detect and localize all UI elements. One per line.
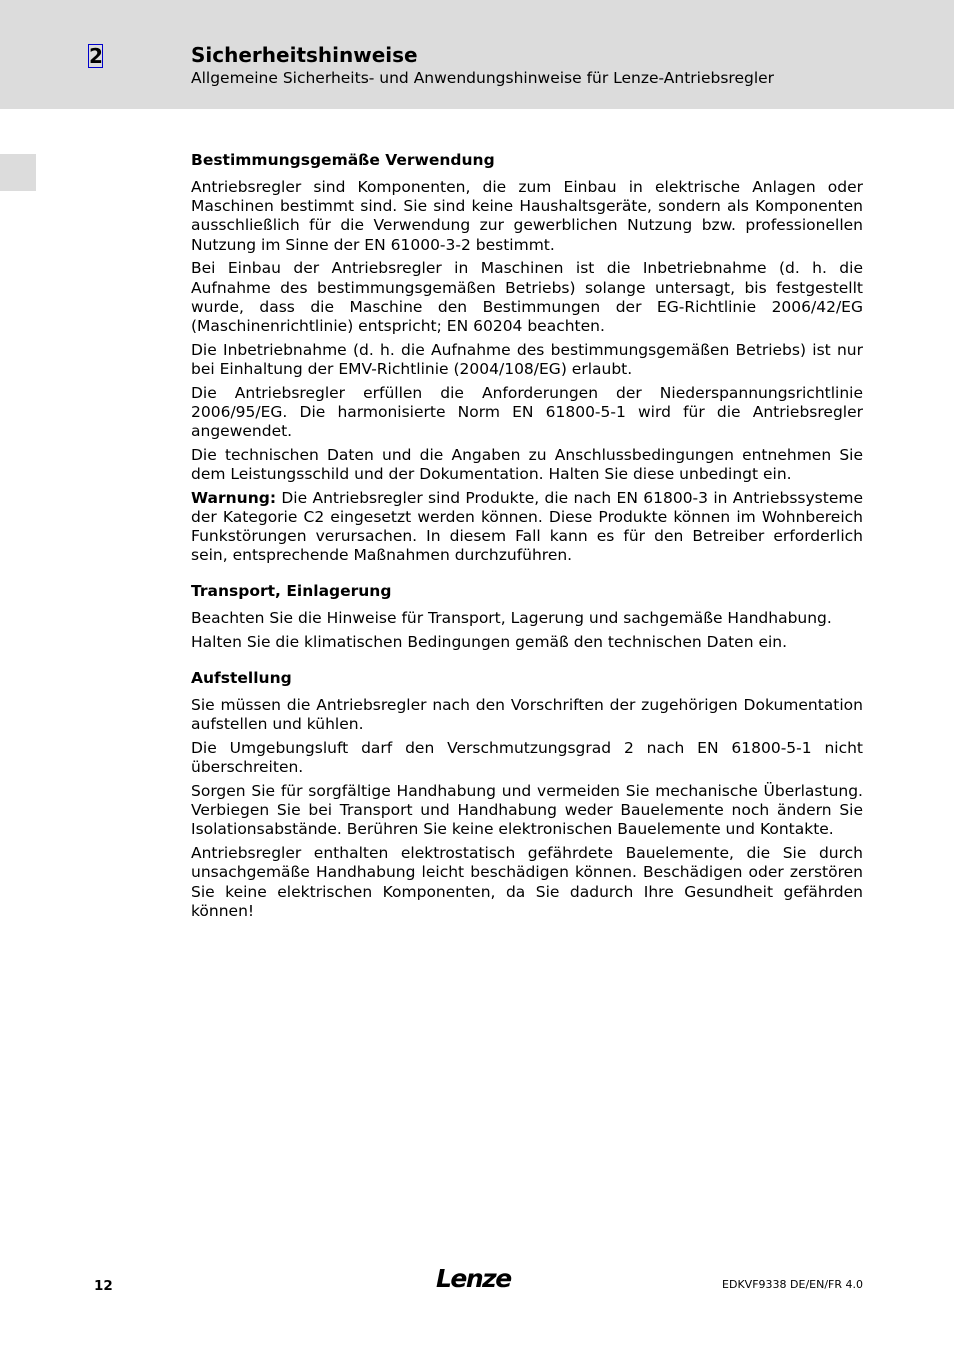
page-subtitle: Allgemeine Sicherheits- und Anwendungshinweise für Lenze-Antriebsregler (191, 69, 775, 87)
section-heading-aufstellung: Aufstellung (191, 669, 292, 688)
paragraph: Sie müssen die Antriebsregler nach den Vorschriften der zugehörigen Dokumentation aufstellen und kühlen. (191, 696, 863, 734)
section-heading-transport-einlagerung: Transport, Einlagerung (191, 582, 392, 601)
warning-label: Warnung: (191, 488, 277, 507)
paragraph: Die technischen Daten und die Angaben zu Anschlussbedingungen entnehmen Sie dem Leistungsschild und der Dokumentation. Halten Sie diese unbedingt ein. (191, 445, 863, 483)
chapter-number-link[interactable]: 2 (89, 44, 103, 68)
chapter-side-tab (0, 154, 36, 191)
main-content (191, 150, 863, 926)
paragraph: Halten Sie die klimatischen Bedingungen gemäß den technischen Daten ein. (191, 633, 788, 652)
lenze-logo: Lenze (436, 1264, 511, 1293)
warning-paragraph (191, 489, 863, 566)
page-title: Sicherheitshinweise (191, 43, 418, 67)
header-band (0, 0, 954, 109)
document-reference: EDKVF9338 DE/EN/FR 4.0 (722, 1278, 863, 1291)
paragraph: Die Umgebungsluft darf den Verschmutzungsgrad 2 nach EN 61800-5-1 nicht überschreiten. (191, 739, 863, 777)
paragraph: Antriebsregler sind Komponenten, die zum Einbau in elektrische Anlagen oder Maschinen bestimmt sind. Sie sind keine Haushaltsgeräte, sondern als Komponenten ausschließlich für die Verwendung zur gewerblichen Nutzung bzw. professionellen Nutzung im Sinne der EN 61000-3-2 bestimmt. (191, 178, 863, 254)
paragraph: Bei Einbau der Antriebsregler in Maschinen ist die Inbetriebnahme (d. h. die Aufnahme des bestimmungsgemäßen Betriebs) solange untersagt, bis festgestellt wurde, dass die Maschine den Bestimmungen der EG-Richtlinie 2006/42/EG (Maschinenrichtlinie) entspricht; EN 60204 beachten. (191, 259, 863, 335)
paragraph: Beachten Sie die Hinweise für Transport, Lagerung und sachgemäße Handhabung. (191, 609, 832, 628)
paragraph: Die Inbetriebnahme (d. h. die Aufnahme des bestimmungsgemäßen Betriebs) ist nur bei Einhaltung der EMV-Richtlinie (2004/108/EG) erlaubt. (191, 340, 863, 378)
page-number: 12 (94, 1278, 113, 1294)
section-heading-bestimmungsgemaesse-verwendung: Bestimmungsgemäße Verwendung (191, 151, 495, 169)
paragraph: Die Antriebsregler erfüllen die Anforderungen der Niederspannungsrichtlinie 2006/95/EG. Die harmonisierte Norm EN 61800-5-1 wird für die Antriebsregler angewendet. (191, 383, 863, 440)
paragraph: Antriebsregler enthalten elektrostatisch gefährdete Bauelemente, die Sie durch unsachgemäße Handhabung leicht beschädigen können. Beschädigen oder zerstören Sie keine elektrischen Komponenten, da Sie dadurch Ihre Gesundheit gefährden können! (191, 844, 863, 920)
paragraph: Sorgen Sie für sorgfältige Handhabung und vermeiden Sie mechanische Überlastung. Verbiegen Sie bei Transport und Handhabung weder Bauelemente noch ändern Sie Isolationsabstände. Berühren Sie keine elektronischen Bauelemente und Kontakte. (191, 782, 863, 839)
warning-text: Die Antriebsregler sind Produkte, die nach EN 61800-3 in Antriebssysteme der Kategorie C2 eingesetzt werden können. Diese Produkte können im Wohnbereich Funkstörungen verursachen. In diesem Fall kann es für den Betreiber erforderlich sein, entsprechende Maßnahmen durchzuführen. (191, 488, 863, 565)
